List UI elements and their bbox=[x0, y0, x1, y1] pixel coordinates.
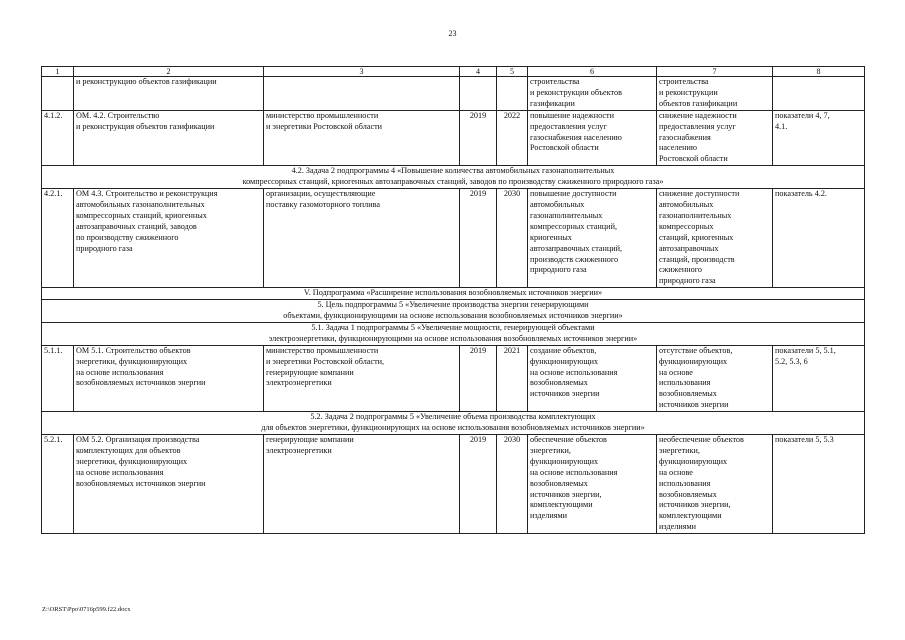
row-number-cell: 5.1.1. bbox=[42, 345, 74, 411]
end-year-cell bbox=[497, 77, 528, 111]
row-number-cell: 5.2.1. bbox=[42, 435, 74, 534]
consequence-cell: снижение доступности автомобильных газонаполнительных компрессорных станций, криогенных автозаправочных станций, производств сжиженного природного газа bbox=[657, 189, 773, 288]
col-header-8: 8 bbox=[773, 67, 865, 77]
executor-cell: министерство промышленности и энергетики Ростовской области, генерирующие компании электроэнергетики bbox=[264, 345, 460, 411]
indicators-cell: показатели 5, 5.1, 5.2, 5.3, 6 bbox=[773, 345, 865, 411]
end-year-cell: 2030 bbox=[497, 435, 528, 534]
executor-cell: министерство промышленности и энергетики Ростовской области bbox=[264, 110, 460, 166]
page-number: 23 bbox=[448, 29, 457, 38]
measure-name-cell: ОМ 5.1. Строительство объектов энергетики, функционирующих на основе использования возобновляемых источников энергии bbox=[74, 345, 264, 411]
executor-cell: организации, осуществляющие поставку газомоторного топлива bbox=[264, 189, 460, 288]
start-year-cell: 2019 bbox=[460, 345, 497, 411]
section-heading-5-1: 5.1. Задача 1 подпрограммы 5 «Увеличение мощности, генерирующей объектами электроэнергетики, функционирующими на основе использования возобновляемых источников энергии» bbox=[42, 322, 865, 345]
end-year-cell: 2030 bbox=[497, 189, 528, 288]
row-number-cell: 4.1.2. bbox=[42, 110, 74, 166]
consequence-cell: строительства и реконструкции объектов газификации bbox=[657, 77, 773, 111]
measure-name-cell: ОМ 5.2. Организация производства комплектующих для объектов энергетики, функционирующих на основе использования возобновляемых источников энергии bbox=[74, 435, 264, 534]
expected-result-cell: строительства и реконструкции объектов газификации bbox=[528, 77, 657, 111]
section-row bbox=[42, 300, 865, 323]
indicators-cell bbox=[773, 77, 865, 111]
expected-result-cell: повышение надежности предоставления услуг газоснабжения населению Ростовской области bbox=[528, 110, 657, 166]
executor-cell: генерирующие компании электроэнергетики bbox=[264, 435, 460, 534]
row-number-cell: 4.2.1. bbox=[42, 189, 74, 288]
section-row bbox=[42, 322, 865, 345]
col-header-6: 6 bbox=[528, 67, 657, 77]
table-row bbox=[42, 345, 865, 411]
col-header-1: 1 bbox=[42, 67, 74, 77]
column-numbers-row bbox=[42, 67, 865, 77]
measures-table bbox=[41, 66, 865, 534]
col-header-3: 3 bbox=[264, 67, 460, 77]
executor-cell bbox=[264, 77, 460, 111]
section-heading-5-2: 5.2. Задача 2 подпрограммы 5 «Увеличение объема производства комплектующих для объектов энергетики, функционирующих на основе использования возобновляемых источников энергии» bbox=[42, 412, 865, 435]
start-year-cell: 2019 bbox=[460, 435, 497, 534]
table-row bbox=[42, 110, 865, 166]
measure-name-cell: и реконструкцию объектов газификации bbox=[74, 77, 264, 111]
expected-result-cell: обеспечение объектов энергетики, функционирующих на основе использования возобновляемых источников энергии, комплектующими изделиями bbox=[528, 435, 657, 534]
section-heading-4-2: 4.2. Задача 2 подпрограммы 4 «Повышение количества автомобильных газонаполнительных компрессорных станций, криогенных автозаправочных станций, заводов по производству сжиженного природного газа» bbox=[42, 166, 865, 189]
row-number-cell bbox=[42, 77, 74, 111]
indicators-cell: показатель 4.2. bbox=[773, 189, 865, 288]
section-heading-5: 5. Цель подпрограммы 5 «Увеличение производства энергии генерирующими объектами, функционирующими на основе использования возобновляемых источников энергии» bbox=[42, 300, 865, 323]
end-year-cell: 2021 bbox=[497, 345, 528, 411]
expected-result-cell: создание объектов, функционирующих на основе использования возобновляемых источников энергии bbox=[528, 345, 657, 411]
consequence-cell: необеспечение объектов энергетики, функционирующих на основе использования возобновляемых источников энергии, комплектующими изделиями bbox=[657, 435, 773, 534]
indicators-cell: показатели 5, 5.3 bbox=[773, 435, 865, 534]
table-row bbox=[42, 189, 865, 288]
file-path-footer: Z:\ORST\Ppo\0716p599.f22.docx bbox=[42, 606, 131, 613]
table-row bbox=[42, 77, 865, 111]
col-header-5: 5 bbox=[497, 67, 528, 77]
measure-name-cell: ОМ. 4.2. Строительство и реконструкция объектов газификации bbox=[74, 110, 264, 166]
col-header-4: 4 bbox=[460, 67, 497, 77]
consequence-cell: отсутствие объектов, функционирующих на основе использования возобновляемых источников энергии bbox=[657, 345, 773, 411]
section-row bbox=[42, 166, 865, 189]
section-row bbox=[42, 412, 865, 435]
expected-result-cell: повышение доступности автомобильных газонаполнительных компрессорных станций, криогенных автозаправочных станций, производств сжиженного природного газа bbox=[528, 189, 657, 288]
consequence-cell: снижение надежности предоставления услуг газоснабжения населению Ростовской области bbox=[657, 110, 773, 166]
col-header-7: 7 bbox=[657, 67, 773, 77]
table-row bbox=[42, 435, 865, 534]
end-year-cell: 2022 bbox=[497, 110, 528, 166]
start-year-cell: 2019 bbox=[460, 110, 497, 166]
measure-name-cell: ОМ 4.3. Строительство и реконструкция автомобильных газонаполнительных компрессорных станций, криогенных автозаправочных станций, заводов по производству сжиженного природного газа bbox=[74, 189, 264, 288]
section-heading-v: V. Подпрограмма «Расширение использования возобновляемых источников энергии» bbox=[42, 288, 865, 300]
section-row bbox=[42, 288, 865, 300]
col-header-2: 2 bbox=[74, 67, 264, 77]
indicators-cell: показатели 4, 7, 4.1. bbox=[773, 110, 865, 166]
start-year-cell bbox=[460, 77, 497, 111]
start-year-cell: 2019 bbox=[460, 189, 497, 288]
